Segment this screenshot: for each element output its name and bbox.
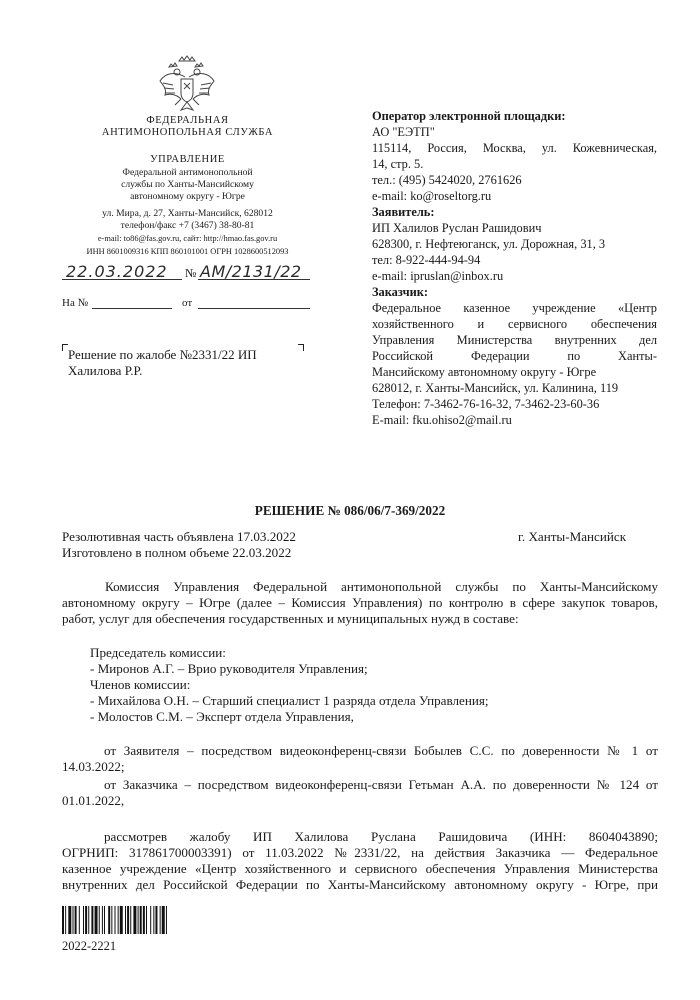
decision-city: г. Ханты-Мансийск <box>518 529 627 544</box>
customer-name: Федеральное казенное учреждение «Центр <box>372 301 657 315</box>
barcode-bar <box>143 906 145 934</box>
applicant-phone: тел: 8-922-444-94-94 <box>372 253 481 267</box>
paragraph-line: работ, услуг для обеспечения государственных и муниципальных нужд в составе: <box>62 611 519 626</box>
applicant-label: Заявитель: <box>372 205 435 219</box>
barcode-bar <box>140 906 142 934</box>
barcode-bar <box>68 906 71 934</box>
letterhead-email-site: e-mail: to86@fas.gov.ru, сайт: http://hmao.fas.gov.ru <box>97 234 278 243</box>
barcode-bar <box>115 906 116 934</box>
barcode-bar <box>99 906 100 934</box>
paragraph-line: рассмотрев жалобу ИП Халилова Руслана Рашидовича (ИНН: 8604043890; <box>104 829 658 844</box>
barcode-bar <box>162 906 165 934</box>
full-text-date: Изготовлено в полном объеме 22.03.2022 <box>62 545 292 560</box>
barcode-bar <box>104 906 105 934</box>
barcode-bar <box>133 906 136 934</box>
barcode-bar <box>160 906 161 934</box>
barcode-bar <box>83 906 84 934</box>
decision-title: РЕШЕНИЕ № 086/06/7-369/2022 <box>254 503 446 518</box>
subject-line: Халилова Р.Р. <box>68 363 143 378</box>
operator-phone: тел.: (495) 5424020, 2761626 <box>372 173 522 187</box>
reference-date-label: от <box>182 297 193 309</box>
barcode-bar <box>79 906 80 934</box>
subject-bracket-right <box>298 344 304 351</box>
barcode-bar <box>65 906 66 934</box>
applicant-representative: 14.03.2022; <box>62 759 125 774</box>
org-name-line2: АНТИМОНОПОЛЬНАЯ СЛУЖБА <box>101 127 274 138</box>
chair-label: Председатель комиссии: <box>90 645 226 660</box>
operator-address: 115114, Россия, Москва, ул. Кожевническая, <box>372 141 657 155</box>
customer-representative: от Заказчика – посредством видеоконференц-связи Гетьман А.А. по доверенности № 124 от <box>104 777 658 792</box>
barcode-icon <box>62 906 252 934</box>
barcode-bar <box>155 906 157 934</box>
letterhead-address: ул. Мира, д. 27, Ханты-Мансийск, 628012 <box>102 208 273 219</box>
customer-name: Российской Федерации по Ханты- <box>372 349 657 363</box>
paragraph-line: Комиссия Управления Федеральной антимонопольной службы по Ханты-Мансийскому <box>105 579 658 594</box>
applicant-representative: от Заявителя – посредством видеоконференц-связи Бобылев С.С. по доверенности № 1 от <box>104 743 658 758</box>
dept-title: УПРАВЛЕНИЕ <box>150 154 225 165</box>
document-code: 2022-2221 <box>62 939 117 953</box>
customer-name: Мансийскому автономному округу - Югре <box>372 365 597 379</box>
barcode-bar <box>88 906 89 934</box>
org-name-line1: ФЕДЕРАЛЬНАЯ <box>146 115 229 126</box>
paragraph-line: ОГРНИП: 317861700003391) от 11.03.2022 №2331/22, на действия Заказчика — Федеральное <box>62 845 658 860</box>
dept-line: автономному округу - Югре <box>130 191 245 202</box>
barcode-bar <box>153 906 154 934</box>
commission-member: - Молостов С.М. – Эксперт отдела Управления, <box>90 709 354 724</box>
paragraph-line: автономному округу – Югре (далее – Комиссия Управления) по контролю в сфере закупок товаров, <box>62 595 658 610</box>
barcode-bar <box>125 906 126 934</box>
barcode-bar <box>102 906 103 934</box>
operator-label: Оператор электронной площадки: <box>372 109 566 123</box>
customer-phone: Телефон: 7-3462-76-16-32, 7-3462-23-60-36 <box>372 397 600 411</box>
paragraph-line: внутренних дел Российской Федерации по Ханты-Мансийскому автономному округу - Югре, при <box>62 877 658 892</box>
registration-date: 22.03.2022 <box>66 262 168 281</box>
barcode-bar <box>73 906 74 934</box>
barcode-bar <box>150 906 151 934</box>
barcode-bar <box>118 906 119 934</box>
barcode-bar <box>111 906 112 934</box>
barcode-bar <box>127 906 129 934</box>
chair-member: - Миронов А.Г. – Врио руководителя Управления; <box>90 661 368 676</box>
dept-line: службы по Ханты-Мансийскому <box>121 179 254 190</box>
letterhead-ids: ИНН 8601009316 КПП 860101001 ОГРН 1028600512093 <box>86 247 289 256</box>
barcode-bar <box>146 906 147 934</box>
barcode-bar <box>85 906 87 934</box>
commission-member: - Михайлова О.Н. – Старший специалист 1 разряда отдела Управления; <box>90 693 489 708</box>
barcode-bar <box>120 906 123 934</box>
customer-address: 628012, г. Ханты-Мансийск, ул. Калинина, 119 <box>372 381 619 395</box>
barcode-bar <box>62 906 64 934</box>
applicant-address: 628300, г. Нефтеюганск, ул. Дорожная, 31, 3 <box>372 237 606 251</box>
subject-line: Решение по жалобе №2331/22 ИП <box>68 347 257 362</box>
addressee-block <box>372 108 657 428</box>
members-label: Членов комиссии: <box>90 677 191 692</box>
operator-email: e-mail: ko@roseltorg.ru <box>372 189 492 203</box>
applicant-email: e-mail: ipruslan@inbox.ru <box>372 269 504 283</box>
barcode-bar <box>95 906 98 934</box>
barcode-bar <box>130 906 131 934</box>
announcement-date: Резолютивная часть объявлена 17.03.2022 <box>62 529 296 544</box>
barcode-bar <box>108 906 110 934</box>
dept-line: Федеральной антимонопольной <box>122 167 253 178</box>
applicant-name: ИП Халилов Руслан Рашидович <box>372 221 542 235</box>
customer-name: хозяйственного и сервисного обеспечения <box>372 317 657 331</box>
customer-email: E-mail: fku.ohiso2@mail.ru <box>372 413 512 427</box>
customer-representative: 01.01.2022, <box>62 793 125 808</box>
barcode-bar <box>91 906 93 934</box>
registration-number-label: № <box>185 266 197 280</box>
paragraph-line: казенное учреждение «Центр хозяйственного и сервисного обеспечения Управления Министерства <box>62 861 658 876</box>
customer-name: Управления Министерства внутренних дел <box>372 333 657 347</box>
reference-number-label: На № <box>62 297 89 309</box>
registration-number: АМ/2131/22 <box>200 262 302 281</box>
operator-name: АО "ЕЭТП" <box>372 125 435 139</box>
coat-of-arms-icon <box>157 55 217 117</box>
customer-label: Заказчик: <box>372 285 429 299</box>
letterhead-phone: телефон/факс +7 (3467) 38-80-81 <box>120 220 255 231</box>
barcode-bar <box>138 906 139 934</box>
barcode-bar <box>166 906 167 934</box>
barcode-bar <box>75 906 77 934</box>
operator-address: 14, стр. 5. <box>372 157 424 171</box>
